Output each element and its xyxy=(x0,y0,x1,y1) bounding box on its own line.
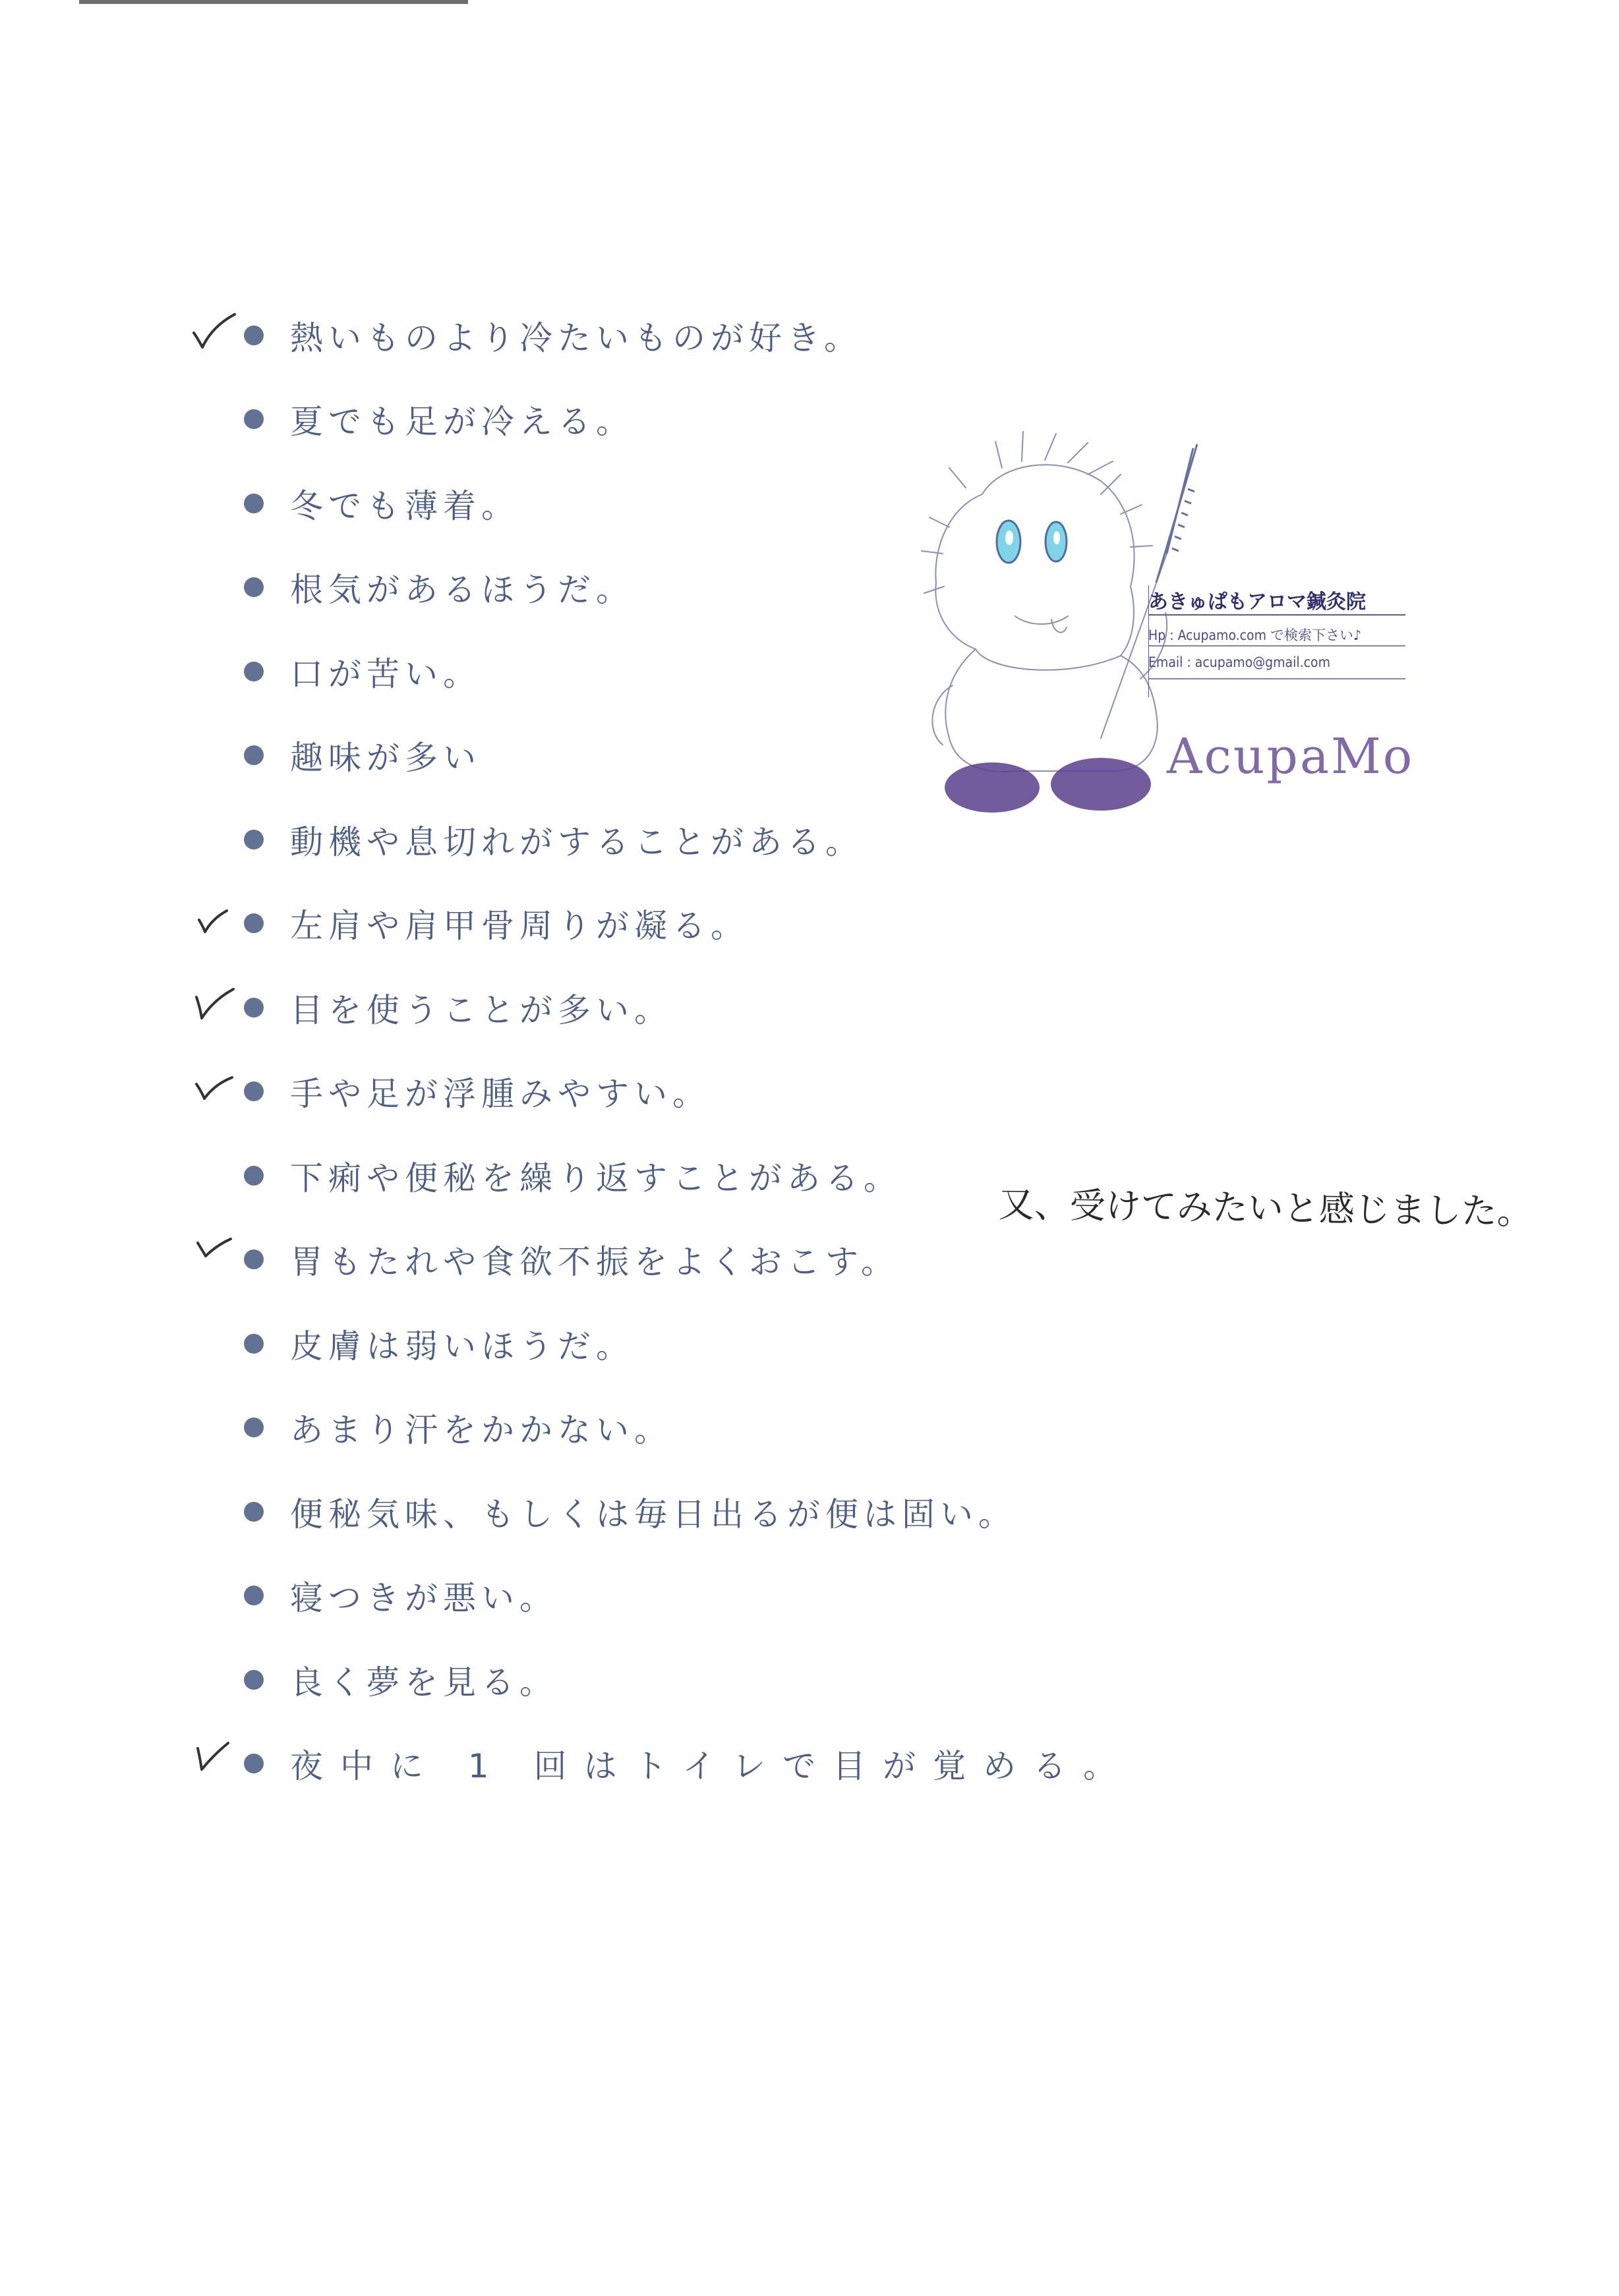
checklist-item-text: 趣味が多い xyxy=(290,739,481,778)
checklist-item[interactable] xyxy=(244,1638,1233,1722)
checklist-item-text: 根気があるほうだ。 xyxy=(290,571,634,610)
checklist-item-text: 手や足が浮腫みやすい。 xyxy=(290,1075,711,1114)
bullet-icon xyxy=(244,1249,264,1269)
checklist-item[interactable] xyxy=(244,1554,1233,1638)
bullet-icon xyxy=(244,1081,264,1101)
handwritten-comment: 又、受けてみたいと感じました。 xyxy=(998,1184,1533,1233)
checklist-item-text: 下痢や便秘を繰り返すことがある。 xyxy=(290,1159,902,1197)
bullet-icon xyxy=(244,409,264,429)
clinic-name: あきゅぱもアロマ鍼灸院 xyxy=(1148,590,1366,614)
checklist-item-text: 便秘気味、もしくは毎日出るが便は固い。 xyxy=(290,1495,1016,1534)
scan-edge-line xyxy=(79,0,468,4)
checklist-item-text: 胃もたれや食欲不振をよくおこす。 xyxy=(290,1243,899,1282)
checklist-item[interactable] xyxy=(244,1218,1233,1302)
checklist-item[interactable] xyxy=(244,1386,1233,1470)
checkmark-icon xyxy=(190,980,237,1027)
bullet-icon xyxy=(244,662,264,681)
checkmark-icon xyxy=(190,308,237,355)
brand-logo-text: AcupaMo xyxy=(1167,728,1415,785)
checklist-item-text: 夏でも足が冷える。 xyxy=(290,403,634,442)
checklist-item-text: 目を使うことが多い。 xyxy=(290,990,672,1029)
checklist-item[interactable] xyxy=(244,1302,1233,1386)
clinic-info-card xyxy=(1148,585,1412,697)
bullet-icon xyxy=(244,326,264,345)
stamp-frame-lines xyxy=(1148,585,1412,697)
checklist-item-text: あまり汗をかかない。 xyxy=(290,1411,672,1450)
clinic-stamp xyxy=(903,395,1417,817)
checkmark-icon xyxy=(190,1064,237,1112)
checklist-item-text: 夜中に 1 回はトイレで目が覚める。 xyxy=(290,1747,1134,1786)
checklist-item-text: 左肩や肩甲骨周りが凝る。 xyxy=(290,907,749,946)
bullet-icon xyxy=(244,830,264,849)
bullet-icon xyxy=(244,1334,264,1354)
checklist-item[interactable] xyxy=(244,965,1233,1050)
bullet-icon xyxy=(244,494,264,513)
bullet-icon xyxy=(244,1418,264,1437)
checklist-item[interactable] xyxy=(244,1470,1233,1554)
checklist-item-text: 冬でも薄着。 xyxy=(290,486,519,525)
checkmark-icon xyxy=(190,1736,237,1784)
clinic-website: Hp : Acupamo.com で検索下さい♪ xyxy=(1148,627,1362,643)
bullet-icon xyxy=(244,745,264,765)
bullet-icon xyxy=(244,1166,264,1186)
checklist-item-text: 皮膚は弱いほうだ。 xyxy=(290,1327,634,1365)
bullet-icon xyxy=(244,577,264,597)
checkmark-icon xyxy=(190,896,237,944)
checklist-item-text: 寝つきが悪い。 xyxy=(290,1579,558,1618)
checklist-item-text: 動機や息切れがすることがある。 xyxy=(290,822,864,861)
bullet-icon xyxy=(244,1670,264,1690)
bullet-icon xyxy=(244,1754,264,1773)
checklist-item-text: 良く夢を見る。 xyxy=(290,1663,558,1702)
checklist-item[interactable] xyxy=(244,882,1233,966)
checklist-item-text: 熱いものより冷たいものが好き。 xyxy=(290,318,862,357)
checklist-item[interactable] xyxy=(244,1722,1233,1806)
bullet-icon xyxy=(244,913,264,933)
bullet-icon xyxy=(244,1502,264,1522)
clinic-email: Email : acupamo@gmail.com xyxy=(1148,654,1330,670)
checklist-item-text: 口が苦い。 xyxy=(290,654,481,693)
checklist-item[interactable] xyxy=(244,1050,1233,1134)
checkmark-icon xyxy=(190,1232,237,1280)
bullet-icon xyxy=(244,1586,264,1605)
checklist-item[interactable] xyxy=(244,293,1233,378)
bullet-icon xyxy=(244,998,264,1018)
